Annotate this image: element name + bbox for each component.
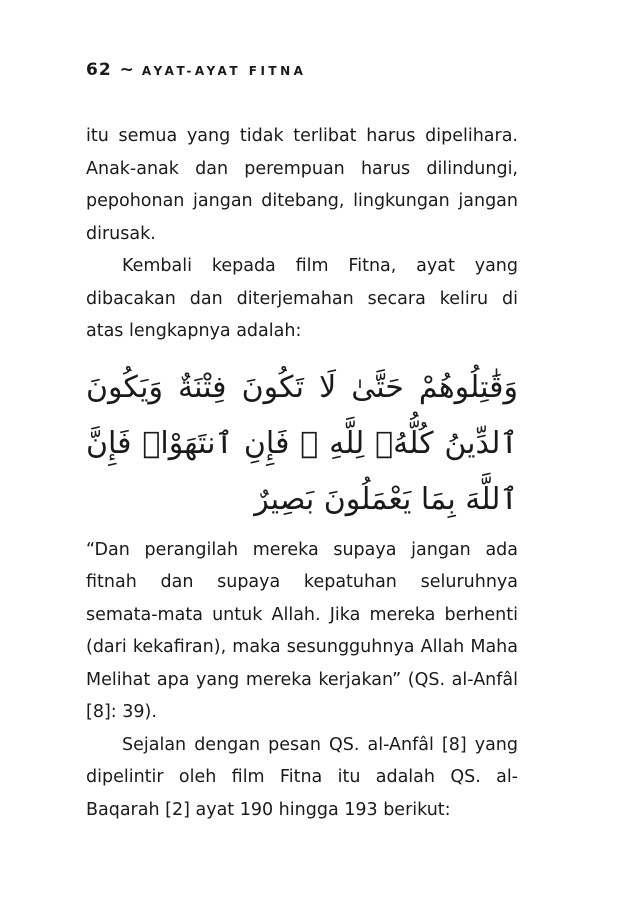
book-page <box>86 60 518 826</box>
paragraph-al-baqarah: Sejalan dengan pesan QS. al-Anfâl [8] yang dipelintir oleh film Fitna itu adalah QS. al-Baqarah [2] ayat 190 hingga 193 berikut: <box>86 734 518 820</box>
verse-translation: “Dan perangilah mereka supaya jangan ada fitnah dan supaya kepatuhan seluruhnya semata-mata untuk Allah. Jika mereka berhenti (dari kekafiran), maka sesungguhnya Allah Maha Melihat apa yang mereka kerjakan” (QS. al-Anfâl [8]: 39). <box>86 539 518 722</box>
running-header <box>86 60 518 88</box>
arabic-verse: وَقَٰتِلُوهُمْ حَتَّىٰ لَا تَكُونَ فِتْنَةٌ وَيَكُونَ ٱلدِّينُ كُلُّهُۥ لِلَّهِ ۚ فَإِنِ ٱنتَهَوْا۟ فَإِنَّ ٱللَّهَ بِمَا يَعْمَلُونَ بَصِيرٌ <box>86 369 518 517</box>
page-number: 62 <box>86 60 112 80</box>
header-separator: ~ <box>119 60 134 80</box>
paragraph-film-fitna: Kembali kepada film Fitna, ayat yang dibacakan dan diterjemahan secara keliru di atas lengkapnya adalah: <box>86 256 518 341</box>
book-title: AYAT-AYAT FITNA <box>141 64 307 78</box>
paragraph-continuation: itu semua yang tidak terlibat harus dipelihara. Anak-anak dan perempuan harus dilindungi, pepohonan jangan ditebang, lingkungan jangan dirusak. <box>86 126 518 244</box>
